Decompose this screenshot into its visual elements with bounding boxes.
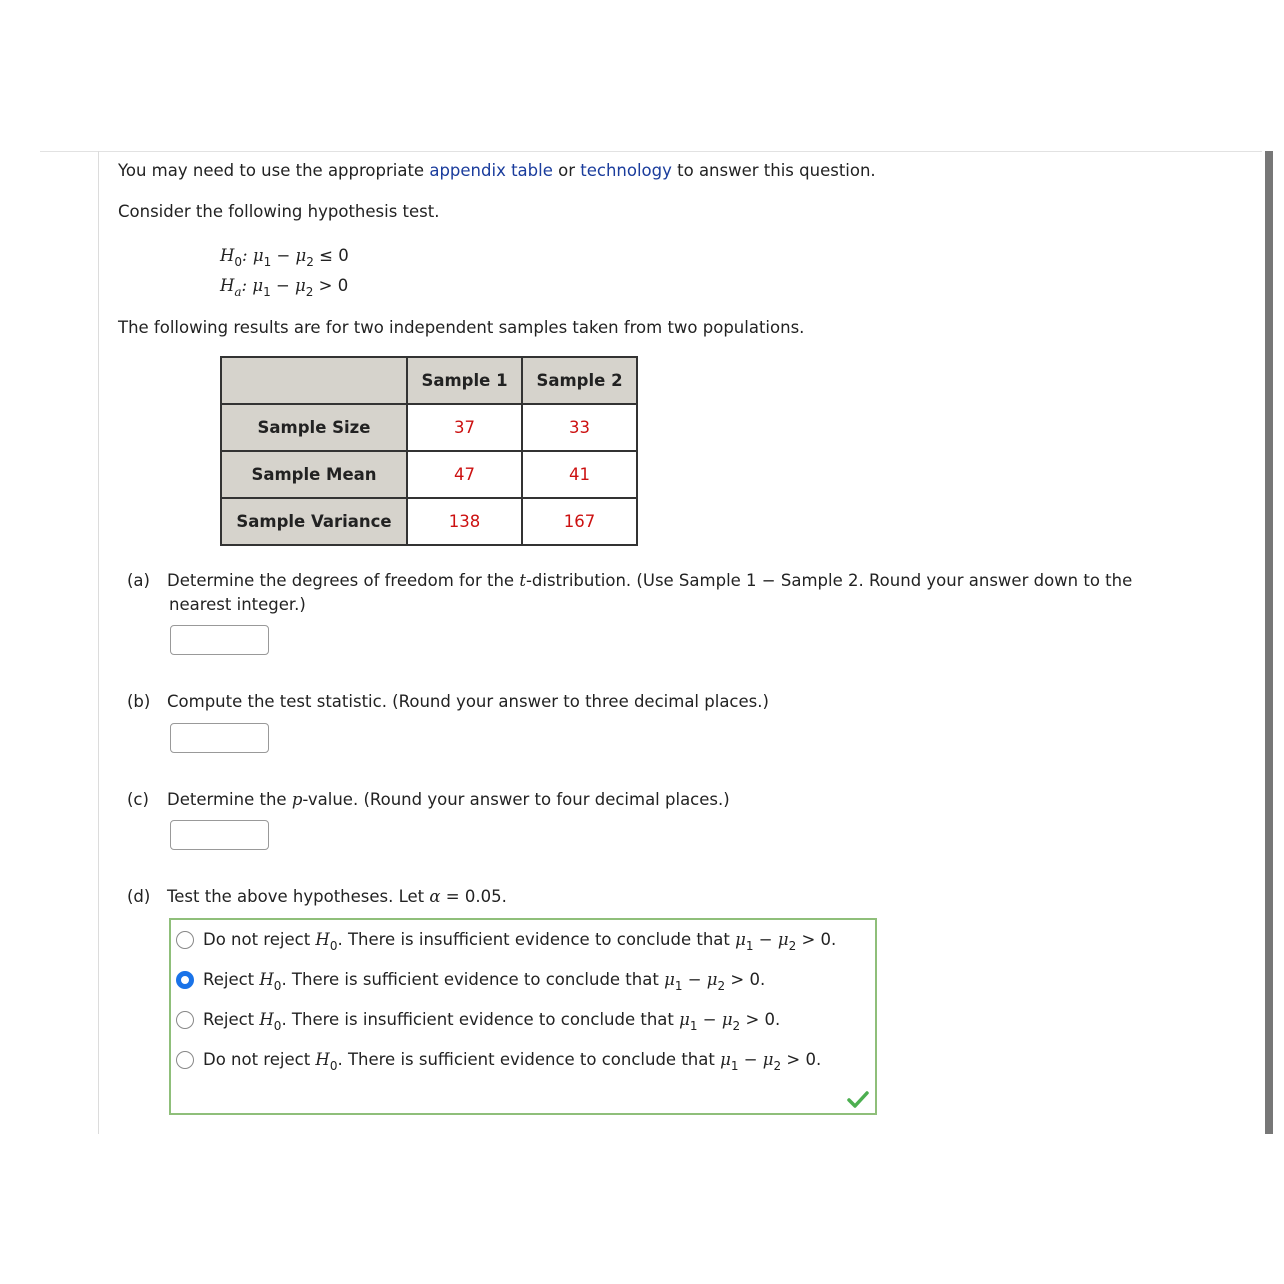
consider-text: Consider the following hypothesis test. [118, 202, 440, 221]
results-text: The following results are for two independent samples taken from two populations. [118, 318, 805, 337]
option-2[interactable]: Reject $H_0$. There is insufficient evidence to conclude that $\mu_1 - \mu_2 > 0$. [176, 1010, 780, 1030]
option-3[interactable]: Do not reject $H_0$. There is sufficient evidence to conclude that $\mu_1 - \mu_2 > 0$. [176, 1050, 821, 1070]
h0-mu1-sub: 1 [263, 255, 272, 269]
option-text: . There is sufficient evidence to conclude that [337, 1050, 715, 1069]
null-hypothesis [220, 246, 349, 269]
question-c-text: Determine the [167, 790, 287, 809]
variance-sample-2: 167 [522, 498, 637, 545]
h0-relation: ≤ 0 [319, 246, 349, 265]
variance-sample-1: 138 [407, 498, 522, 545]
h0-subscript: 0 [234, 255, 243, 269]
row-label-size: Sample Size [221, 404, 407, 451]
option-1[interactable]: Reject $H_0$. There is sufficient evidence to conclude that $\mu_1 - \mu_2 > 0$. [176, 970, 765, 990]
size-sample-2: 33 [522, 404, 637, 451]
size-sample-1: 37 [407, 404, 522, 451]
ha-mu1: : μ [241, 276, 264, 295]
p-value-input[interactable] [170, 820, 269, 850]
radio-button[interactable] [176, 931, 194, 949]
option-0[interactable]: Do not reject $H_0$. There is insufficient evidence to conclude that $\mu_1 - \mu_2 > 0$. [176, 930, 836, 950]
row-label-mean: Sample Mean [221, 451, 407, 498]
option-text: . There is insufficient evidence to conclude that [281, 1010, 674, 1029]
radio-button-selected[interactable] [176, 971, 194, 989]
scrollbar[interactable] [1265, 151, 1273, 1134]
radio-button[interactable] [176, 1011, 194, 1029]
question-c [127, 790, 730, 810]
h0-mu1: : μ [242, 246, 264, 265]
sample-table [220, 356, 638, 546]
top-divider [40, 151, 1262, 152]
intro-mid: or [558, 161, 576, 180]
table-row [221, 498, 637, 545]
question-a [127, 571, 1132, 591]
option-lead: Do not reject [203, 1050, 311, 1069]
hypothesis-conclusion-options [169, 918, 877, 1115]
question-a-text-cont: -distribution. (Use Sample 1 − Sample 2. Round your answer down to the [525, 571, 1133, 590]
option-end: > 0. [745, 1010, 781, 1029]
header-sample-1: Sample 1 [407, 357, 522, 404]
question-c-p: p [291, 790, 303, 809]
ha-mu1-sub: 1 [263, 285, 271, 299]
ha-relation: > 0 [318, 276, 349, 295]
appendix-table-link[interactable]: appendix table [429, 161, 553, 180]
technology-link[interactable]: technology [580, 161, 672, 180]
option-end: > 0. [801, 930, 837, 949]
question-d [127, 887, 507, 907]
ha-mu2: − μ [270, 276, 306, 295]
h0-mu2-sub: 2 [306, 255, 314, 269]
question-c-label: (c) [127, 790, 149, 809]
question-a-t: t [519, 571, 526, 590]
h0-mu2: − μ [271, 246, 307, 265]
table-corner [221, 357, 407, 404]
option-lead: Do not reject [203, 930, 311, 949]
question-b-text: Compute the test statistic. (Round your answer to three decimal places.) [167, 692, 769, 711]
degrees-of-freedom-input[interactable] [170, 625, 269, 655]
ha-letter: H [220, 276, 235, 295]
option-end: > 0. [786, 1050, 822, 1069]
test-statistic-input[interactable] [170, 723, 269, 753]
question-c-text-cont: -value. (Round your answer to four decimal places.) [302, 790, 730, 809]
option-end: > 0. [730, 970, 766, 989]
question-a-label: (a) [127, 571, 150, 590]
radio-button[interactable] [176, 1051, 194, 1069]
question-d-text-cont: = 0.05. [445, 887, 507, 906]
header-sample-2: Sample 2 [522, 357, 637, 404]
question-d-alpha: α [429, 887, 441, 906]
h0-letter: H [220, 246, 235, 265]
option-text: . There is insufficient evidence to conclude that [337, 930, 730, 949]
checkmark-icon [847, 1090, 869, 1108]
question-b-label: (b) [127, 692, 151, 711]
table-row [221, 404, 637, 451]
question-d-text: Test the above hypotheses. Let [167, 887, 425, 906]
table-row [221, 451, 637, 498]
row-label-variance: Sample Variance [221, 498, 407, 545]
alternative-hypothesis [220, 276, 349, 299]
option-lead: Reject [203, 970, 255, 989]
question-b [127, 692, 769, 712]
mean-sample-2: 41 [522, 451, 637, 498]
ha-mu2-sub: 2 [305, 285, 314, 299]
option-text: . There is sufficient evidence to conclude that [281, 970, 659, 989]
intro-line [118, 161, 876, 181]
ha-subscript: a [234, 285, 242, 299]
option-lead: Reject [203, 1010, 255, 1029]
mean-sample-1: 47 [407, 451, 522, 498]
intro-suffix: to answer this question. [677, 161, 876, 180]
question-d-label: (d) [127, 887, 151, 906]
left-divider [98, 151, 99, 1134]
question-a-line2: nearest integer.) [169, 595, 306, 614]
intro-prefix: You may need to use the appropriate [118, 161, 425, 180]
table-header-row [221, 357, 637, 404]
question-a-text: Determine the degrees of freedom for the [167, 571, 515, 590]
